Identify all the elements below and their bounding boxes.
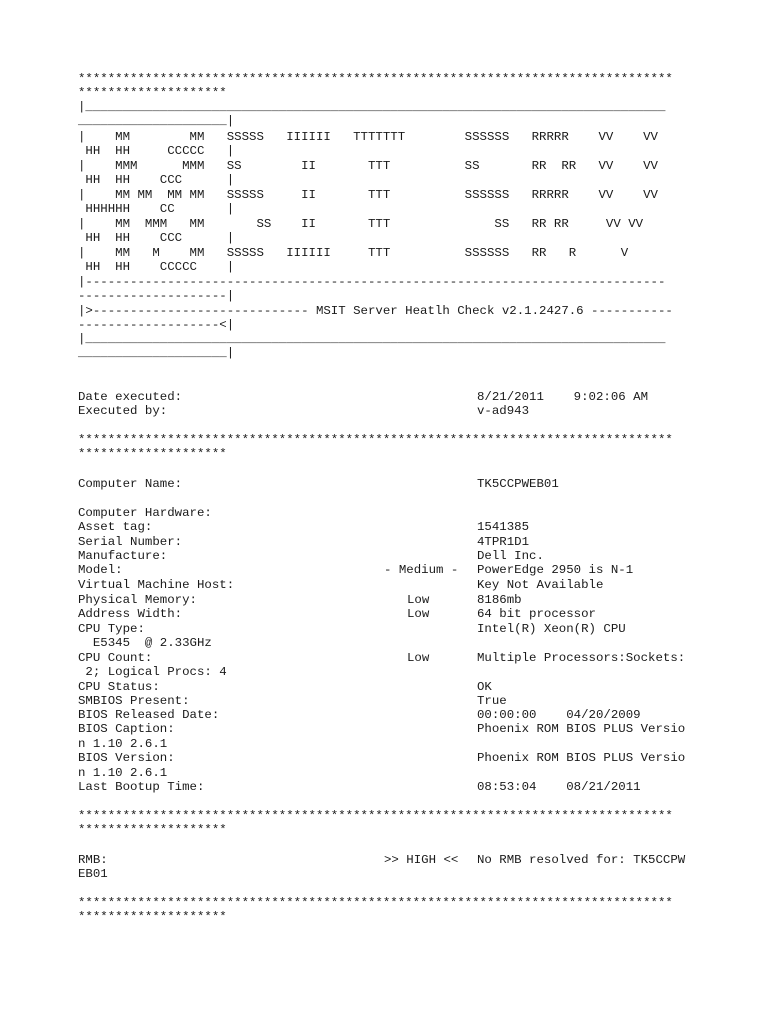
asset-tag-label: Asset tag: <box>78 520 153 534</box>
banner-title-wrap: -------------------<| <box>78 318 235 332</box>
star-separator-wrap: ******************** <box>78 447 227 461</box>
banner-art-line: HH HH CCC | <box>78 231 235 245</box>
banner-title: |>----------------------------- MSIT Server Heatlh Check v2.1.2427.6 ----------- <box>78 304 673 318</box>
cpu-count-label: CPU Count: <box>78 651 153 665</box>
hardware-heading: Computer Hardware: <box>78 506 212 520</box>
cpu-count-flag: Low <box>407 651 430 665</box>
banner-frame-bottom: |______________________________________________________________________________ <box>78 332 666 346</box>
model-label: Model: <box>78 563 123 577</box>
star-separator-wrap: ******************** <box>78 823 227 837</box>
rmb-value: No RMB resolved for: TK5CCPW <box>477 853 686 867</box>
address-width-value: 64 bit processor <box>477 607 596 621</box>
bios-released-date-label: BIOS Released Date: <box>78 708 220 722</box>
cpu-status-value: OK <box>477 680 492 694</box>
rmb-flag: >> HIGH << <box>384 853 459 867</box>
bios-version-value: Phoenix ROM BIOS PLUS Versio <box>477 751 686 765</box>
banner-rule: |------------------------------------------------------------------------------ <box>78 275 666 289</box>
executed-by-value: v-ad943 <box>477 404 530 418</box>
executed-by-label: Executed by: <box>78 404 168 418</box>
bios-caption-value: Phoenix ROM BIOS PLUS Versio <box>477 722 686 736</box>
star-separator: ******************************************************************************** <box>78 72 673 86</box>
cpu-type-label: CPU Type: <box>78 622 145 636</box>
vm-host-label: Virtual Machine Host: <box>78 578 235 592</box>
banner-frame-top-wrap: ____________________| <box>78 114 235 128</box>
last-bootup-value: 08:53:04 08/21/2011 <box>477 780 641 794</box>
date-executed-value: 8/21/2011 9:02:06 AM <box>477 390 649 404</box>
banner-art-line: | MMM MMM SS II TTT SS RR RR VV VV <box>78 159 658 173</box>
banner-frame-top: |______________________________________________________________________________ <box>78 100 666 114</box>
serial-number-value: 4TPR1D1 <box>477 535 530 549</box>
star-separator: ******************************************************************************** <box>78 896 673 910</box>
star-separator-wrap: ******************** <box>78 86 227 100</box>
banner-art-line: HH HH CCCCC | <box>78 144 235 158</box>
banner-art-line: | MM MM MM MM SSSSS II TTT SSSSSS RRRRR VV VV <box>78 188 658 202</box>
bios-version-value-wrap: n 1.10 2.6.1 <box>78 766 168 780</box>
vm-host-value: Key Not Available <box>477 578 604 592</box>
cpu-count-value: Multiple Processors:Sockets: <box>477 651 686 665</box>
banner-art-line: HH HH CCC | <box>78 173 235 187</box>
computer-name-label: Computer Name: <box>78 477 183 491</box>
cpu-type-value-wrap: E5345 @ 2.33GHz <box>78 636 212 650</box>
bios-version-label: BIOS Version: <box>78 751 175 765</box>
physical-memory-flag: Low <box>407 593 430 607</box>
smbios-present-value: True <box>477 694 507 708</box>
last-bootup-label: Last Bootup Time: <box>78 780 205 794</box>
smbios-present-label: SMBIOS Present: <box>78 694 190 708</box>
bios-caption-value-wrap: n 1.10 2.6.1 <box>78 737 168 751</box>
serial-number-label: Serial Number: <box>78 535 183 549</box>
star-separator-wrap: ******************** <box>78 910 227 924</box>
manufacture-value: Dell Inc. <box>477 549 544 563</box>
manufacture-label: Manufacture: <box>78 549 168 563</box>
banner-art-line: | MM MMM MM SS II TTT SS RR RR VV VV <box>78 217 644 231</box>
cpu-count-value-wrap: 2; Logical Procs: 4 <box>78 665 227 679</box>
asset-tag-value: 1541385 <box>477 520 530 534</box>
physical-memory-label: Physical Memory: <box>78 593 197 607</box>
model-flag: - Medium - <box>384 563 459 577</box>
computer-name-value: TK5CCPWEB01 <box>477 477 559 491</box>
rmb-value-wrap: EB01 <box>78 867 108 881</box>
address-width-flag: Low <box>407 607 430 621</box>
bios-caption-label: BIOS Caption: <box>78 722 175 736</box>
banner-art-line: | MM M MM SSSSS IIIIII TTT SSSSSS RR R V <box>78 246 629 260</box>
rmb-label: RMB: <box>78 853 108 867</box>
banner-art-line: HH HH CCCCC | <box>78 260 235 274</box>
banner-frame-bottom-wrap: ____________________| <box>78 346 235 360</box>
banner-rule-wrap: --------------------| <box>78 289 235 303</box>
cpu-type-value: Intel(R) Xeon(R) CPU <box>477 622 626 636</box>
banner-art-line: HHHHHH CC | <box>78 202 235 216</box>
star-separator: ******************************************************************************** <box>78 433 673 447</box>
banner-art-line: | MM MM SSSSS IIIIII TTTTTTT SSSSSS RRRRR VV VV <box>78 130 658 144</box>
model-value: PowerEdge 2950 is N-1 <box>477 563 634 577</box>
cpu-status-label: CPU Status: <box>78 680 160 694</box>
star-separator: ******************************************************************************** <box>78 809 673 823</box>
bios-released-date-value: 00:00:00 04/20/2009 <box>477 708 641 722</box>
date-executed-label: Date executed: <box>78 390 183 404</box>
physical-memory-value: 8186mb <box>477 593 522 607</box>
address-width-label: Address Width: <box>78 607 183 621</box>
